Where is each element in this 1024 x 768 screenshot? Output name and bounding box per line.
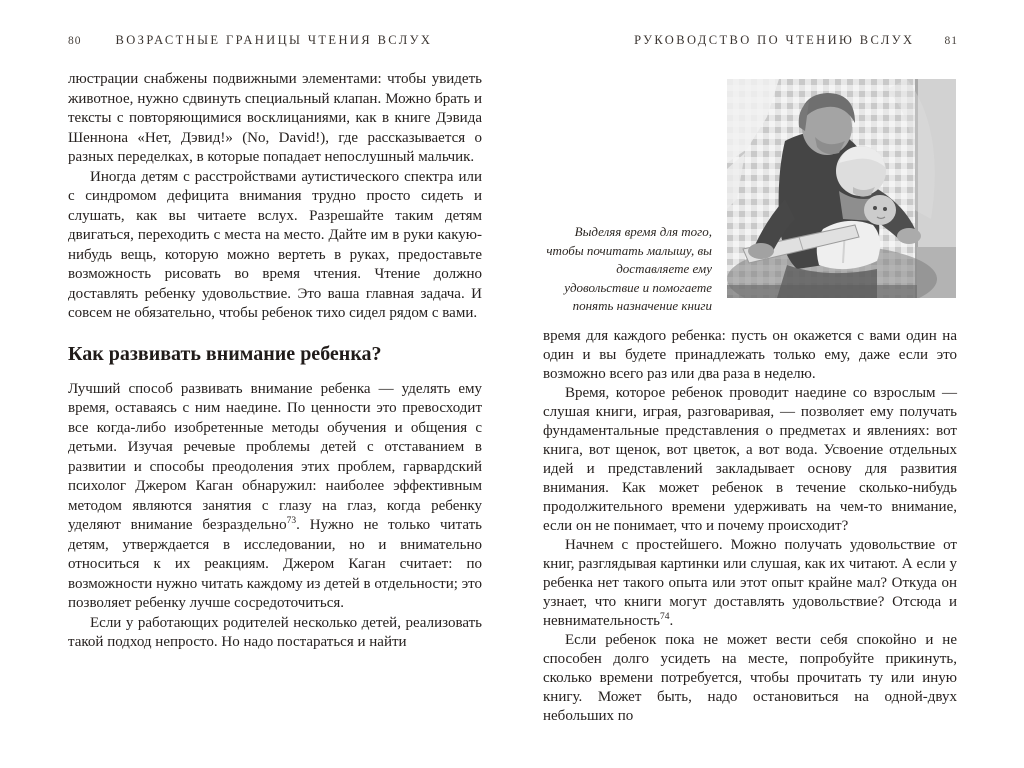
footnote-reference-73: 73: [286, 516, 297, 526]
paragraph: Время, которое ребенок проводит наедине со взрослым — слушая книги, играя, разговаривая, — позволяет ему получать фундаментальные представления о предметах и явлениях: вот книга, вот щенок, вот цветок, а вот вода. Усвоение отдельных идей и представлений закладывает основу для развития внимания. Как может ребенок в течение сколько-нибудь продолжительного времени удерживать на чем-то внимание, если он не понимает, что и почему происходит?: [543, 385, 957, 534]
page-number-right: 81: [944, 35, 958, 47]
reading-to-child-photo: [727, 79, 956, 298]
paragraph-text: . Нужно не только читать детям, утверждается в исследовании, но и внимательно относиться к их реакциям. Джером Каган считает: по возможности нужно читать каждому из детей в отдельности; это позволяет ребенку лучше сосредоточиться.: [68, 517, 482, 611]
paragraph: Если у работающих родителей несколько детей, реализовать такой подход непросто. Но надо постараться и найти: [68, 614, 482, 650]
running-title-left: ВОЗРАСТНЫЕ ГРАНИЦЫ ЧТЕНИЯ ВСЛУХ: [115, 33, 433, 47]
paragraph: время для каждого ребенка: пусть он окажется с вами один на один и вы будете принадлежать только ему, даже если это возможно всего раз или два раза в неделю.: [543, 328, 957, 382]
running-title-right: РУКОВОДСТВО ПО ЧТЕНИЮ ВСЛУХ: [634, 33, 915, 47]
footnote-reference-74: 74: [659, 612, 670, 622]
paragraph: Если ребенок пока не может вести себя спокойно и не способен долго усидеть на месте, попробуйте прикинуть, сколько времени потребуется, чтобы прочитать ту или иную книгу. Может быть, надо остановиться на одной-двух небольших по: [543, 632, 957, 724]
running-head-right: [634, 33, 958, 48]
paragraph: Иногда детям с расстройствами аутистического спектра или с синдромом дефицита внимания трудно просто сидеть и слушать, как вы читаете вслух. Разрешайте таким детям двигаться, переходить с места на место. Дайте им в руки какую-нибудь вещь, которую можно вертеть в руках, предоставьте возможность рисовать во время чтения. Чтение должно доставлять ребенку удовольствие. Это ваша главная задача. И совсем не обязательно, чтобы ребенок тихо сидел рядом с вами.: [68, 168, 482, 321]
paragraph-text: .: [669, 613, 674, 629]
photo-illustration: [727, 79, 956, 298]
photo-caption: Выделяя время для того, чтобы почитать малышу, вы доставляете ему удовольствие и помогаете понять назначение книги: [546, 224, 712, 313]
right-page-text-column: [543, 327, 957, 726]
paragraph-text: Лучший способ развивать внимание ребенка — уделять ему время, оставаясь с ним наедине. По ценности это превосходит все когда-либо изобретенные методы обучения и общения с детьми. Изучая речевые проблемы детей с отставанием в развитии и способы преодоления этих проблем, гарвардский психолог Джером Каган обнаружил: наиболее эффективным методом являются занятия с глазу на глаз, когда ребенку уделяют внимание безраздельно: [68, 380, 482, 533]
paragraph-with-footnote: [543, 536, 957, 631]
paragraph-with-footnote: [68, 380, 482, 614]
running-head-left: [68, 33, 432, 48]
paragraph-text: Начнем с простейшего. Можно получать удовольствие от книг, разглядывая картинки или слушая, как их читают. А если у ребенка нет такого опыта или этот опыт крайне мал? Откуда он узнает, что книги могут доставлять удовольствие? Отсюда и невнимательность: [543, 537, 957, 629]
page-number-left: 80: [68, 35, 82, 47]
paragraph: люстрации снабжены подвижными элементами: чтобы увидеть животное, нужно сдвинуть специальный клапан. Можно брать и тексты с повторяющимися восклицаниями, как в книге Дэвида Шеннона «Нет, Дэвид!» (No, David!), где рассказывается о разных переделках, в которые попадает непослушный мальчик.: [68, 71, 482, 165]
left-page-text-column: [68, 70, 482, 653]
section-heading: Как развивать внимание ребенка?: [68, 342, 382, 365]
